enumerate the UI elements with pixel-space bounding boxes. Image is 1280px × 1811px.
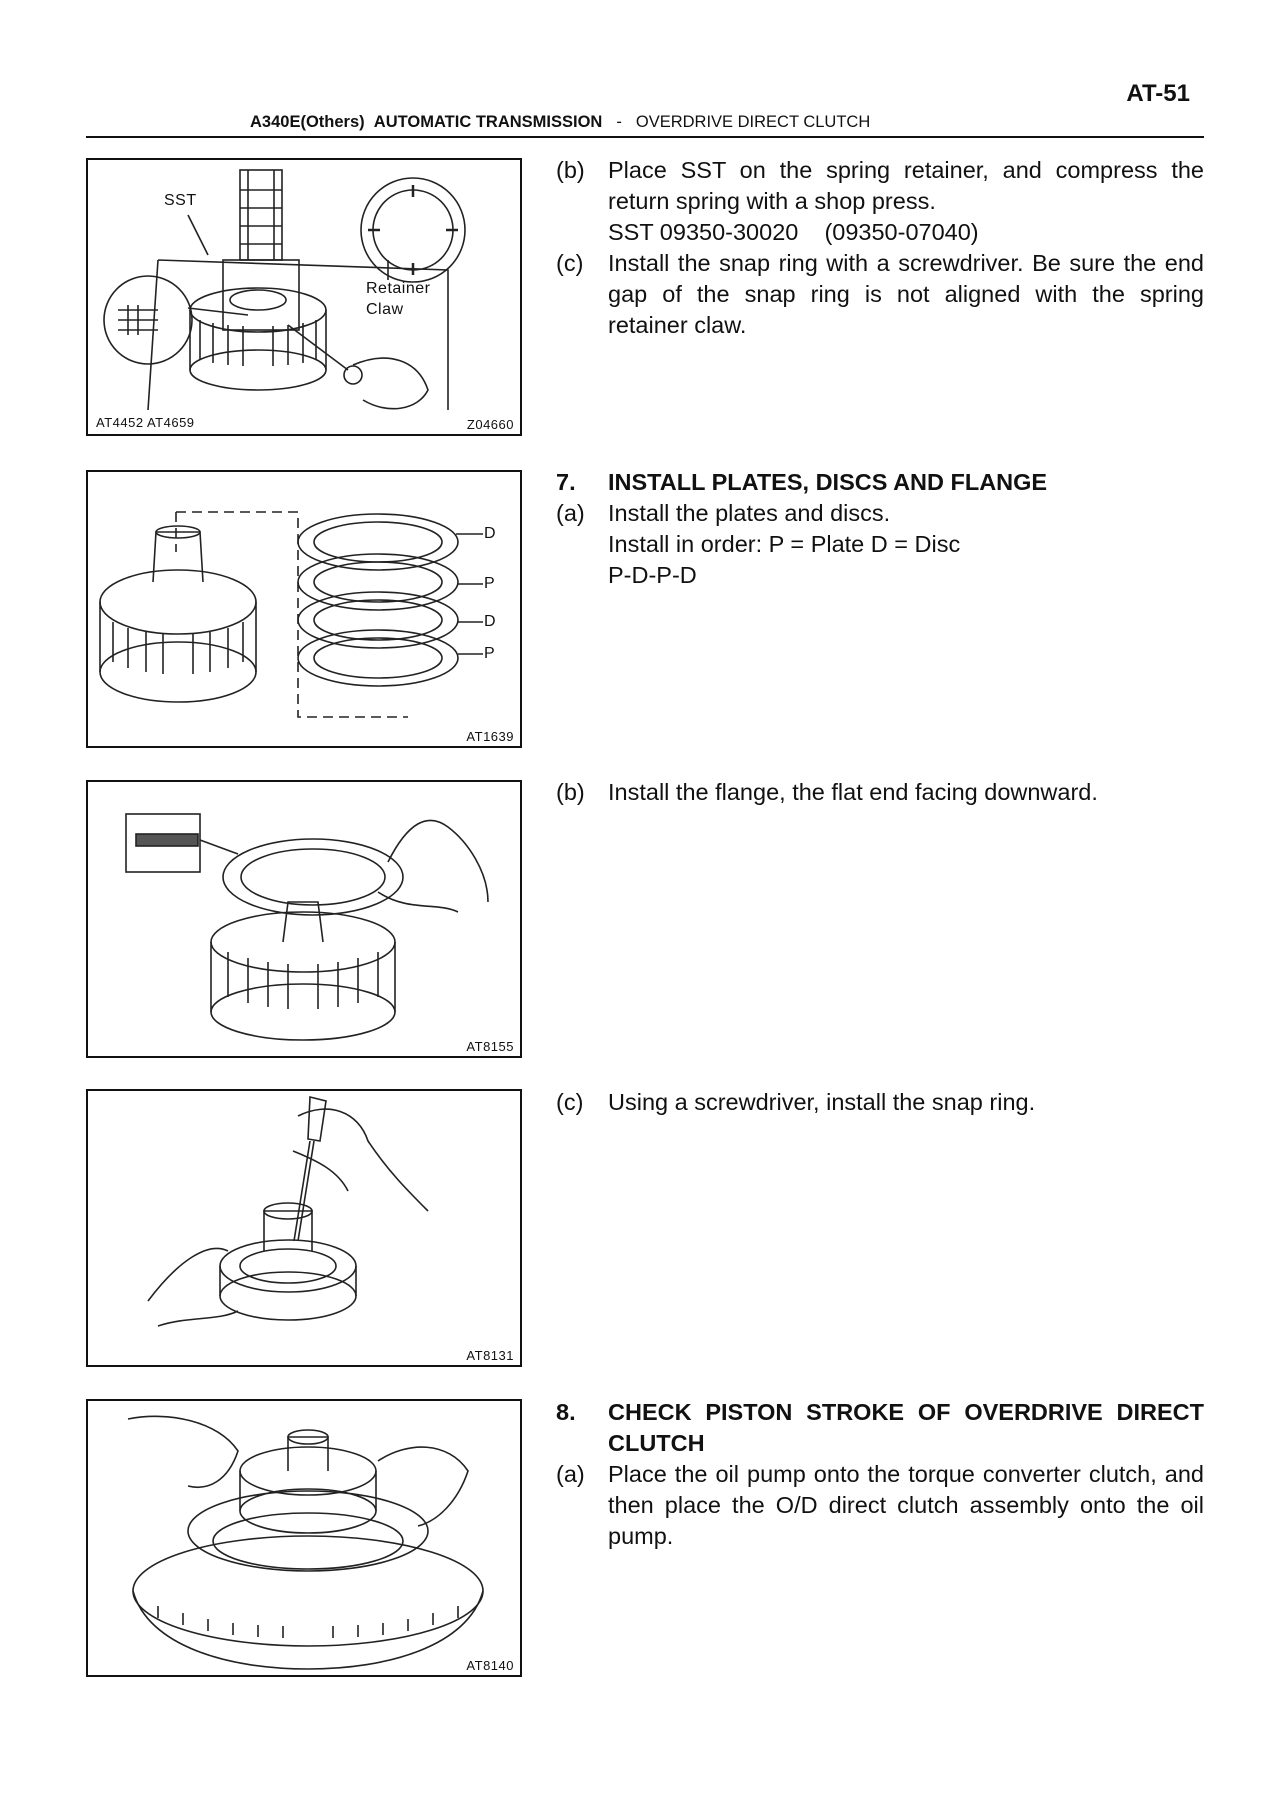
text-block-snap-ring (556, 1087, 1204, 1118)
step-b-flange (556, 777, 1204, 808)
section-heading-8 (556, 1397, 1204, 1459)
sst-number: SST 09350-30020 (09350-07040) (608, 219, 979, 245)
figure-code: Z04660 (466, 417, 514, 432)
figure-left-code: AT4452 AT4659 (96, 415, 195, 430)
step-text: Place SST on the spring retainer, and compress the return spring with a shop press. (608, 157, 1204, 214)
figure-code: AT8155 (466, 1039, 514, 1054)
label-d2: D (484, 613, 497, 630)
illustration-piston-stroke (88, 1401, 520, 1675)
section-number: 8. (556, 1399, 576, 1425)
text-block-sst (556, 155, 1204, 341)
step-text: Install the snap ring with a screwdriver. Be sure the end gap of the snap ring is not aligned with the spring retainer claw. (608, 250, 1204, 338)
text-block-flange (556, 777, 1204, 808)
label-claw: Claw (366, 301, 404, 318)
step-c-snap-ring (556, 248, 1204, 341)
label-retainer: Retainer (366, 280, 431, 297)
order-sequence: P-D-P-D (608, 562, 697, 588)
section-heading-7 (556, 467, 1204, 498)
section-number: 7. (556, 469, 576, 495)
step-marker: (b) (556, 779, 585, 805)
step-text: Using a screwdriver, install the snap ring. (608, 1089, 1036, 1115)
illustration-snap-ring (88, 1091, 520, 1365)
page-number: AT-51 (1126, 80, 1190, 107)
step-marker: (c) (556, 1089, 584, 1115)
label-sst: SST (164, 192, 197, 209)
figure-sst-compress (86, 158, 522, 436)
install-order: Install in order: P = Plate D = Disc (608, 531, 961, 557)
step-a-install-plates (556, 498, 1204, 591)
step-c-screwdriver (556, 1087, 1204, 1118)
step-marker: (a) (556, 1461, 585, 1487)
step-b-place-sst (556, 155, 1204, 248)
step-a-oil-pump (556, 1459, 1204, 1552)
label-p2: P (484, 645, 496, 662)
header-rule (86, 136, 1204, 138)
section-title: INSTALL PLATES, DISCS AND FLANGE (608, 469, 1048, 495)
header-section: OVERDRIVE DIRECT CLUTCH (635, 113, 871, 131)
figure-code: AT8140 (466, 1658, 514, 1673)
running-header (250, 113, 870, 132)
label-p1: P (484, 575, 496, 592)
step-marker: (c) (556, 250, 584, 276)
figure-snap-ring (86, 1089, 522, 1367)
text-block-piston-stroke (556, 1397, 1204, 1552)
step-text: Install the flange, the flat end facing downward. (608, 779, 1098, 805)
illustration-flange (88, 782, 520, 1056)
step-marker: (b) (556, 157, 585, 183)
figure-code: AT8131 (466, 1348, 514, 1363)
step-marker: (a) (556, 500, 585, 526)
header-model: A340E(Others) (250, 113, 365, 131)
header-chapter: AUTOMATIC TRANSMISSION (373, 113, 603, 131)
figure-piston-stroke (86, 1399, 522, 1677)
step-text: Install the plates and discs. (608, 500, 891, 526)
label-d1: D (484, 525, 497, 542)
figure-flange (86, 780, 522, 1058)
illustration-sst-press (88, 160, 520, 434)
header-separator: - (616, 113, 622, 131)
text-block-install-plates (556, 467, 1204, 591)
step-text: Place the oil pump onto the torque converter clutch, and then place the O/D direct clutch assembly onto the oil pump. (608, 1461, 1204, 1549)
figure-code: AT1639 (466, 729, 514, 744)
section-title: CHECK PISTON STROKE OF OVERDRIVE DIRECT CLUTCH (608, 1399, 1204, 1456)
figure-plates-discs (86, 470, 522, 748)
illustration-plates-discs (88, 472, 520, 746)
